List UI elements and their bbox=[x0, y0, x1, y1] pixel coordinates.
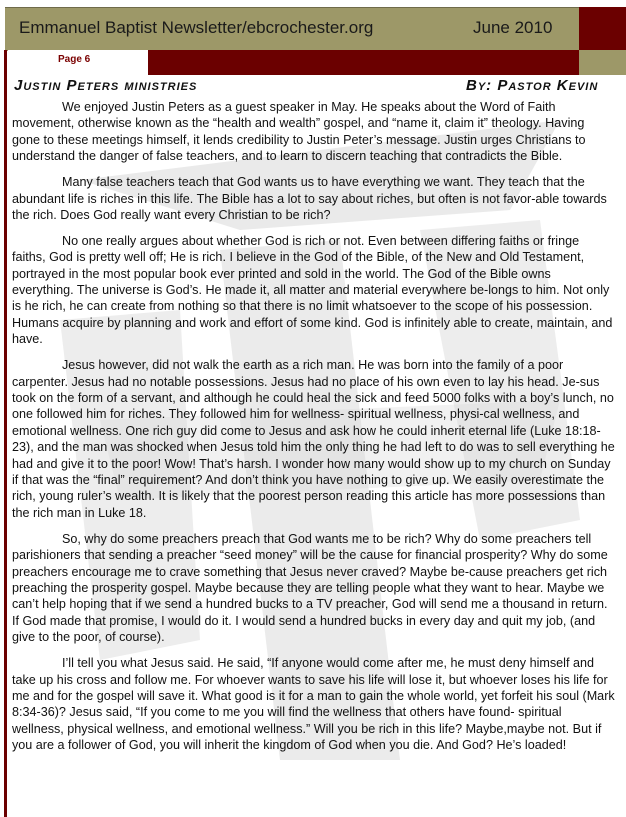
article-paragraph: We enjoyed Justin Peters as a guest speaker in May. He speaks about the Word of Faith movement, otherwise known as the “health and wealth” gospel, and “name it, claim it” theology. Having gone to these meetings himself, it lends credibility to Justin Peter’s message. Justin urges Christians to understand the danger of false teachers, and to learn to discern teaching that contradicts the Bible. bbox=[12, 100, 586, 164]
article-paragraph: Many false teachers teach that God wants us to have everything we want. They teach that the abundant life is riches in this life. The Bible has a lot to say about riches, but often is not favor-able towards the rich. Does God really want every Christian to be rich? bbox=[12, 175, 607, 222]
page-number-box bbox=[8, 50, 148, 75]
header-accent-bar bbox=[148, 50, 579, 75]
article-paragraph: Jesus however, did not walk the earth as a rich man. He was born into the family of a poor carpenter. Jesus had no notable possessions. Jesus had no place of his own even to lay his head. Je-sus took on the form of a servant, and although he could heal the sick and feed 5000 folks with a boy’s lunch, no one followed him for riches. They followed him for wellness- spiritual wellness, physi-cal wellness, and emotional wellness. One rich guy did come to Jesus and ask how he could inherit eternal life (Luke 18:18-23), and the man was shocked when Jesus told him the only thing he had left to do was to sell everything he had and give it to the poor! Wow! That’s harsh. I wonder how many would show up to my church on Sunday if that was the “final” requirement? And don’t think you have nothing to give up. We easily overestimate the rich, young ruler’s wealth. It is likely that the poorest person reading this article has more possessions than the rich man in Luke 18. bbox=[12, 358, 615, 520]
left-border-line bbox=[4, 50, 7, 817]
article-title: Justin Peters ministries bbox=[14, 77, 198, 94]
article-paragraph: No one really argues about whether God is rich or not. Even between differing faiths or fringe faiths, God is pretty well off; He is rich. I believe in the God of the Bible, of the New and Old Testament, portrayed in the most popular book ever printed and sold in the world. The God of the Bible owns everything. The universe is God’s. He made it, all matter and material everywhere be-longs to him. Not only is he rich, he can create from nothing so that there is no limit whatsoever to the scope of his possession. Humans acquire by planning and work and effort of some kind. God is infinitely able to create, maintain, and have. bbox=[12, 233, 613, 347]
header-accent-corner bbox=[579, 50, 626, 75]
article-byline: By: Pastor Kevin bbox=[466, 77, 599, 94]
newsletter-title: Emmanuel Baptist Newsletter/ebcrochester.org bbox=[19, 18, 374, 37]
newsletter-header-bar bbox=[5, 7, 579, 51]
header-corner-block bbox=[579, 7, 626, 50]
article-paragraph: I’ll tell you what Jesus said. He said, “If anyone would come after me, he must deny himself and take up his cross and follow me. For whoever wants to save his life will lose it, but whoever loses his life for me and for the gospel will save it. What good is it for a man to gain the whole world, yet forfeit his soul (Mark 8:34-36)? Jesus said, “If you come to me you will find the wellness that others have found- spiritual wellness, physical wellness, and emotional wellness.” Will you be rich in this life? Maybe,maybe not. But if you are a follower of God, you will inherit the kingdom of God when you die. And God? He’s loaded! bbox=[12, 656, 615, 753]
page-number: Page 6 bbox=[58, 54, 91, 65]
issue-date: June 2010 bbox=[473, 18, 553, 37]
article-paragraph: So, why do some preachers preach that God wants me to be rich? Why do some preachers tell parishioners that sending a preacher “seed money” will be the cause for financial prosperity? Why do some preachers encourage me to crave something that Jesus never craved? Maybe be-cause preachers get rich preaching the prosperity gospel. Maybe because they are telling people what they want to hear. Maybe we can’t help hoping that if we send a hundred bucks to a TV preacher, God will send me a thousand in return. If God made that promise, I would do it. I would send a hundred bucks in every day and quit my job, (and give to the poor, of course). bbox=[12, 531, 608, 645]
article-body bbox=[12, 99, 615, 763]
